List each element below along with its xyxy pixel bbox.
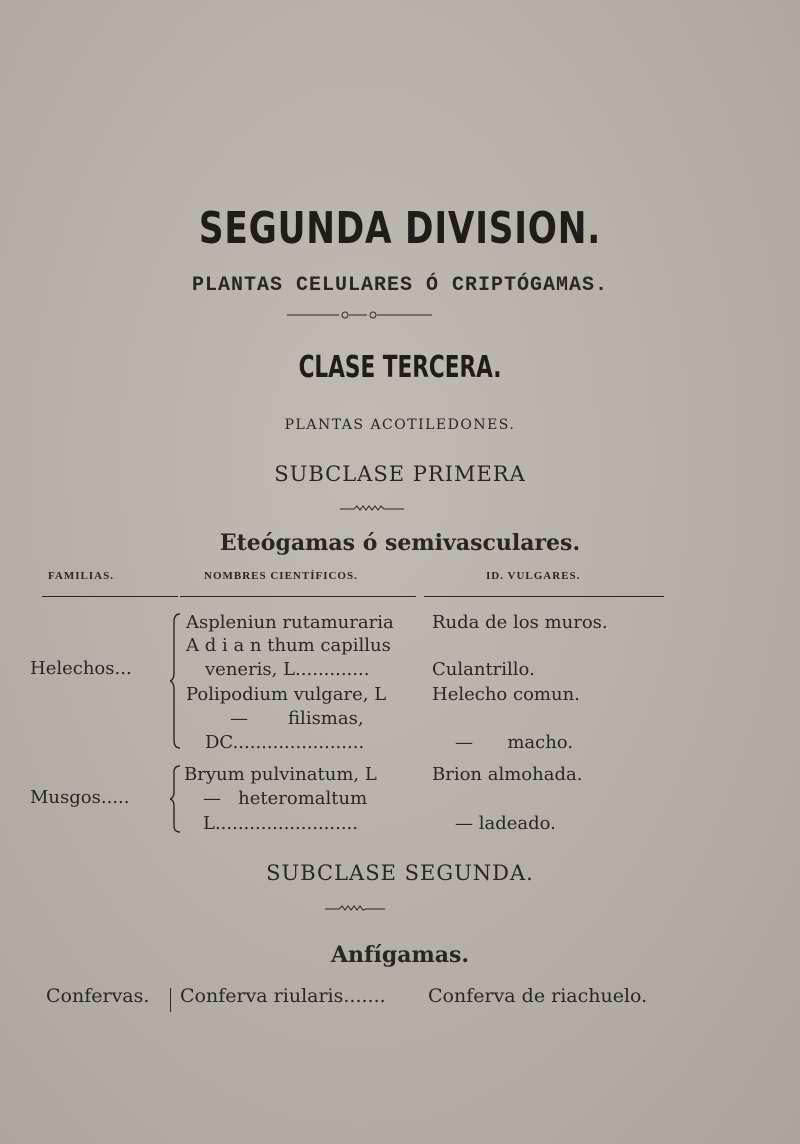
vulgar-name-line: Helecho comun.: [432, 684, 580, 705]
wave-ornament-icon: [340, 503, 404, 513]
header-rule: [180, 596, 416, 597]
subclase-segunda-title: SUBCLASE SEGUNDA.: [266, 861, 534, 885]
group-title-eteogamas: Eteógamas ó semivasculares.: [219, 530, 581, 556]
brace-icon: [170, 988, 171, 1012]
ornament-divider-icon: [287, 308, 432, 322]
sci-name-line: veneris, L.............: [205, 659, 370, 680]
family-musgos: Musgos.....: [30, 787, 130, 808]
sci-name-line: — filismas,: [230, 708, 364, 729]
header-rule: [42, 596, 178, 597]
brace-icon: [170, 612, 184, 750]
clase-title: CLASE TERCERA.: [298, 350, 502, 385]
brace-icon: [170, 764, 184, 834]
header-rule: [424, 596, 664, 597]
wave-ornament-icon: [325, 903, 385, 913]
clase-subtitle: PLANTAS ACOTILEDONES.: [284, 417, 516, 433]
sci-name-line: L.........................: [203, 813, 358, 834]
vulgar-name-line: Ruda de los muros.: [432, 612, 608, 633]
family-confervas: Confervas.: [46, 985, 150, 1007]
subclase-primera-title: SUBCLASE PRIMERA: [274, 462, 526, 486]
vulgar-name-line: Culantrillo.: [432, 659, 535, 680]
column-header-vulgares: ID. VULGARES.: [486, 570, 581, 582]
sci-name-line: Aspleniun rutamuraria: [186, 612, 394, 633]
column-header-cientificos: NOMBRES CIENTÍFICOS.: [204, 570, 358, 582]
sci-name-line: DC.......................: [205, 732, 365, 753]
sci-name-line: A d i a n thum capillus: [186, 635, 391, 656]
vulgar-name-line: — macho.: [455, 732, 574, 753]
vulgar-name-line: — ladeado.: [455, 813, 556, 834]
sci-name-line: Polipodium vulgare, L: [186, 684, 387, 705]
division-title: SEGUNDA DIVISION.: [198, 203, 602, 254]
sci-name-line: Bryum pulvinatum, L: [184, 764, 377, 785]
sci-name-line: — heteromaltum: [203, 788, 368, 809]
column-header-familias: FAMILIAS.: [48, 570, 114, 582]
vulgar-name-line: Conferva de riachuelo.: [428, 985, 648, 1007]
sci-name-line: Conferva riularis.......: [180, 985, 386, 1007]
division-subtitle: PLANTAS CELULARES Ó CRIPTÓGAMAS.: [191, 274, 609, 297]
vulgar-name-line: Brion almohada.: [432, 764, 583, 785]
family-helechos: Helechos...: [30, 658, 132, 679]
group-title-anfigamas: Anfígamas.: [330, 942, 470, 968]
